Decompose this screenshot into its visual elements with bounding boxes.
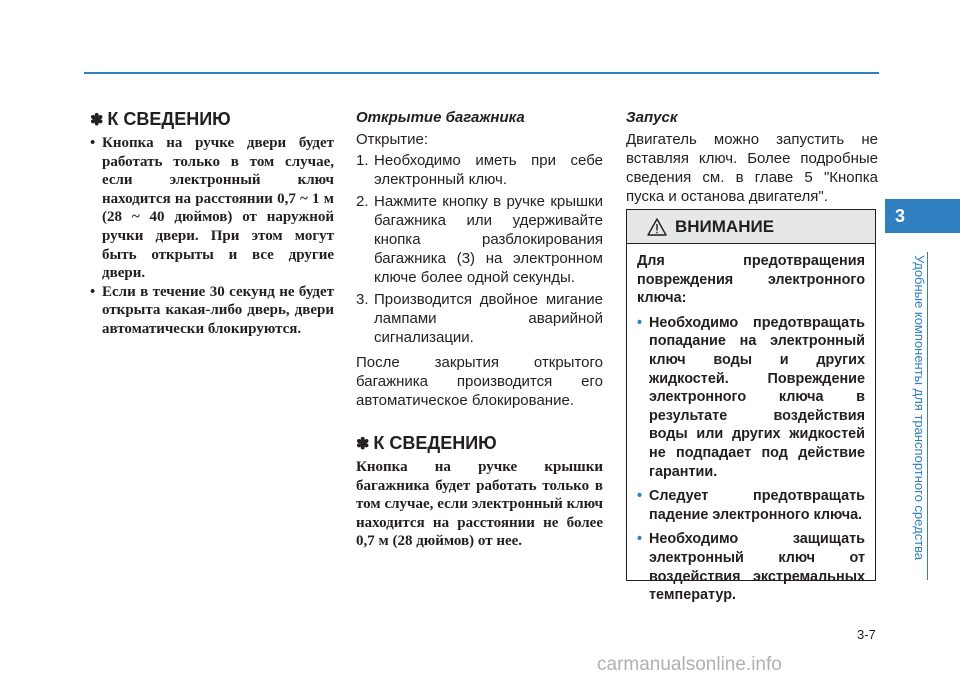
warning-list bbox=[637, 314, 865, 605]
section-title-trunk: Открытие багажника bbox=[356, 109, 525, 126]
page-number: 3-7 bbox=[857, 627, 876, 642]
bullet-dot-icon: • bbox=[90, 283, 96, 300]
warning-triangle-icon bbox=[647, 218, 667, 236]
chapter-title: Удобные компоненты для транспортного средства bbox=[912, 255, 927, 561]
bullet-dot-icon: • bbox=[90, 135, 96, 151]
warning-header bbox=[627, 210, 875, 244]
warning-item: • Необходимо защищать электронный ключ от воздействия экстремальных температур. bbox=[637, 531, 865, 604]
trunk-after-text: После закрытия открытого багажника производится его автоматическое блокирование. bbox=[356, 354, 603, 409]
column-middle bbox=[356, 108, 603, 551]
bullet-dot-icon: • bbox=[637, 488, 643, 505]
note-bullet-item: • Кнопка на ручке двери будет работать только в том случае, если электронный ключ находится на расстоянии 0,7 ~ 1 м (28 ~ 40 дюймов) от наружной ручки двери. При этом могут быть открыты и все другие двери. bbox=[90, 135, 334, 282]
note-heading: ✽ К СВЕДЕНИЮ bbox=[90, 109, 231, 129]
bullet-dot-icon: • bbox=[637, 531, 643, 548]
side-rule bbox=[927, 252, 928, 580]
warning-intro: Для предотвращения повреждения электронного ключа: bbox=[637, 253, 865, 307]
warning-box bbox=[626, 209, 876, 604]
trunk-step: 3. Производится двойное мигание лампами аварийной сигнализации. bbox=[356, 291, 603, 346]
note-star-icon: ✽ bbox=[90, 112, 104, 129]
column-right bbox=[626, 108, 878, 206]
warning-body bbox=[627, 244, 875, 605]
bullet-dot-icon: • bbox=[637, 314, 643, 331]
chapter-tab bbox=[885, 199, 960, 233]
warning-title: ВНИМАНИЕ bbox=[675, 216, 775, 236]
warning-item: • Необходимо предотвращать попадание на электронный ключ воды и других жидкостей. Повреждение электронного ключа в результате воздействия воды или других жидкостей не подпадает под действие гарантии. bbox=[637, 314, 865, 480]
start-text: Двигатель можно запустить не вставляя ключ. Более подробные сведения см. в главе 5 "Кнопка пуска и останова двигателя". bbox=[626, 131, 878, 205]
trunk-step: 2. Нажмите кнопку в ручке крышки багажника или удерживайте кнопка разблокирования багажника (3) на электронном ключе более одной секунды. bbox=[356, 193, 603, 286]
note-bullet-item: • Если в течение 30 секунд не будет открыта какая-либо дверь, двери автоматически блокируются. bbox=[90, 283, 334, 337]
section-title-start: Запуск bbox=[626, 109, 678, 126]
note-bullet-list bbox=[90, 134, 334, 339]
note-heading: ✽ К СВЕДЕНИЮ bbox=[356, 433, 497, 453]
watermark: carmanualsonline.info bbox=[597, 654, 782, 675]
warning-item: • Следует предотвращать падение электронного ключа. bbox=[637, 488, 865, 523]
trunk-intro: Открытие: bbox=[356, 131, 428, 148]
top-rule bbox=[84, 72, 879, 74]
trunk-steps bbox=[356, 151, 603, 347]
column-left bbox=[90, 108, 334, 339]
chapter-number: 3 bbox=[895, 205, 906, 226]
trunk-note-text: Кнопка на ручке крышки багажника будет работать только в том случае, если электронный ключ находится на расстоянии не более 0,7 м (28 дюймов) от нее. bbox=[356, 459, 603, 550]
trunk-step: 1. Необходимо иметь при себе электронный ключ. bbox=[356, 152, 603, 188]
note-star-icon: ✽ bbox=[356, 436, 370, 453]
